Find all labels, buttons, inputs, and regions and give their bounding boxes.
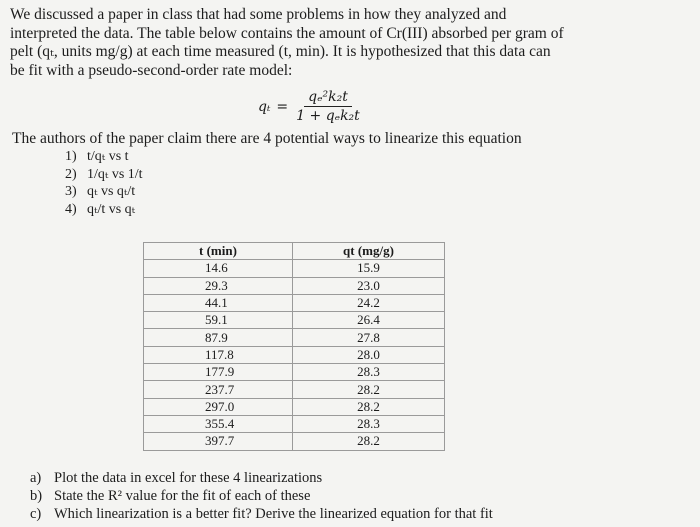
- cell-time: 117.8: [144, 346, 293, 363]
- cell-time: 59.1: [144, 312, 293, 329]
- data-table: [143, 242, 445, 451]
- equation-equals: =: [276, 98, 289, 115]
- equation-numerator: qₑ²k₂t: [304, 88, 352, 107]
- linearization-list: [65, 148, 143, 218]
- table-row: [144, 277, 445, 294]
- cell-qt: 23.0: [293, 277, 445, 294]
- list-item: 4) qₜ/t vs qₜ: [65, 201, 136, 217]
- table-row: [144, 294, 445, 311]
- list-item: 2) 1/qₜ vs 1/t: [65, 166, 143, 182]
- list-item: c) Which linearization is a better fit? Derive the linearized equation for that fit: [30, 506, 493, 522]
- intro-line: We discussed a paper in class that had some problems in how they analyzed and: [10, 6, 507, 23]
- equation-fraction: [294, 88, 362, 125]
- cell-time: 14.6: [144, 260, 293, 277]
- table-row: [144, 260, 445, 277]
- cell-qt: 27.8: [293, 329, 445, 346]
- cell-qt: 28.2: [293, 398, 445, 415]
- equation-denominator: 1 + qₑk₂t: [296, 108, 360, 124]
- column-header-qt: qt (mg/g): [293, 243, 445, 260]
- authors-claim: The authors of the paper claim there are 4 potential ways to linearize this equation: [12, 130, 522, 147]
- question-list: [30, 469, 493, 523]
- list-item: 1) t/qₜ vs t: [65, 149, 129, 164]
- intro-line: be fit with a pseudo-second-order rate model:: [10, 61, 293, 79]
- cell-qt: 28.3: [293, 415, 445, 432]
- cell-time: 355.4: [144, 415, 293, 432]
- cell-qt: 24.2: [293, 294, 445, 311]
- rate-equation: [258, 88, 362, 125]
- cell-qt: 28.2: [293, 381, 445, 398]
- cell-time: 177.9: [144, 364, 293, 381]
- cell-qt: 28.2: [293, 433, 445, 450]
- table-row: [144, 329, 445, 346]
- list-item: 3) qₜ vs qₜ/t: [65, 184, 136, 199]
- table-row: [144, 398, 445, 415]
- problem-intro: [10, 6, 670, 80]
- cell-qt: 15.9: [293, 260, 445, 277]
- intro-line: pelt (qₜ, units mg/g) at each time measured (t, min). It is hypothesized that this data can: [10, 43, 551, 61]
- table-row: [144, 415, 445, 432]
- equation-lhs: qₜ: [258, 98, 271, 115]
- cell-time: 297.0: [144, 398, 293, 415]
- cell-time: 44.1: [144, 294, 293, 311]
- table-row: [144, 312, 445, 329]
- cell-time: 29.3: [144, 277, 293, 294]
- intro-line: interpreted the data. The table below contains the amount of Cr(III) absorbed per gram of: [10, 24, 564, 42]
- cell-qt: 28.3: [293, 364, 445, 381]
- list-item: b) State the R² value for the fit of each of these: [30, 488, 311, 504]
- table-row: [144, 346, 445, 363]
- cell-qt: 28.0: [293, 346, 445, 363]
- table-row: [144, 381, 445, 398]
- cell-time: 87.9: [144, 329, 293, 346]
- table-row: [144, 433, 445, 450]
- cell-qt: 26.4: [293, 312, 445, 329]
- cell-time: 237.7: [144, 381, 293, 398]
- column-header-time: t (min): [144, 243, 293, 260]
- cell-time: 397.7: [144, 433, 293, 450]
- table-header-row: [144, 243, 445, 260]
- table-row: [144, 364, 445, 381]
- list-item: a) Plot the data in excel for these 4 linearizations: [30, 470, 323, 486]
